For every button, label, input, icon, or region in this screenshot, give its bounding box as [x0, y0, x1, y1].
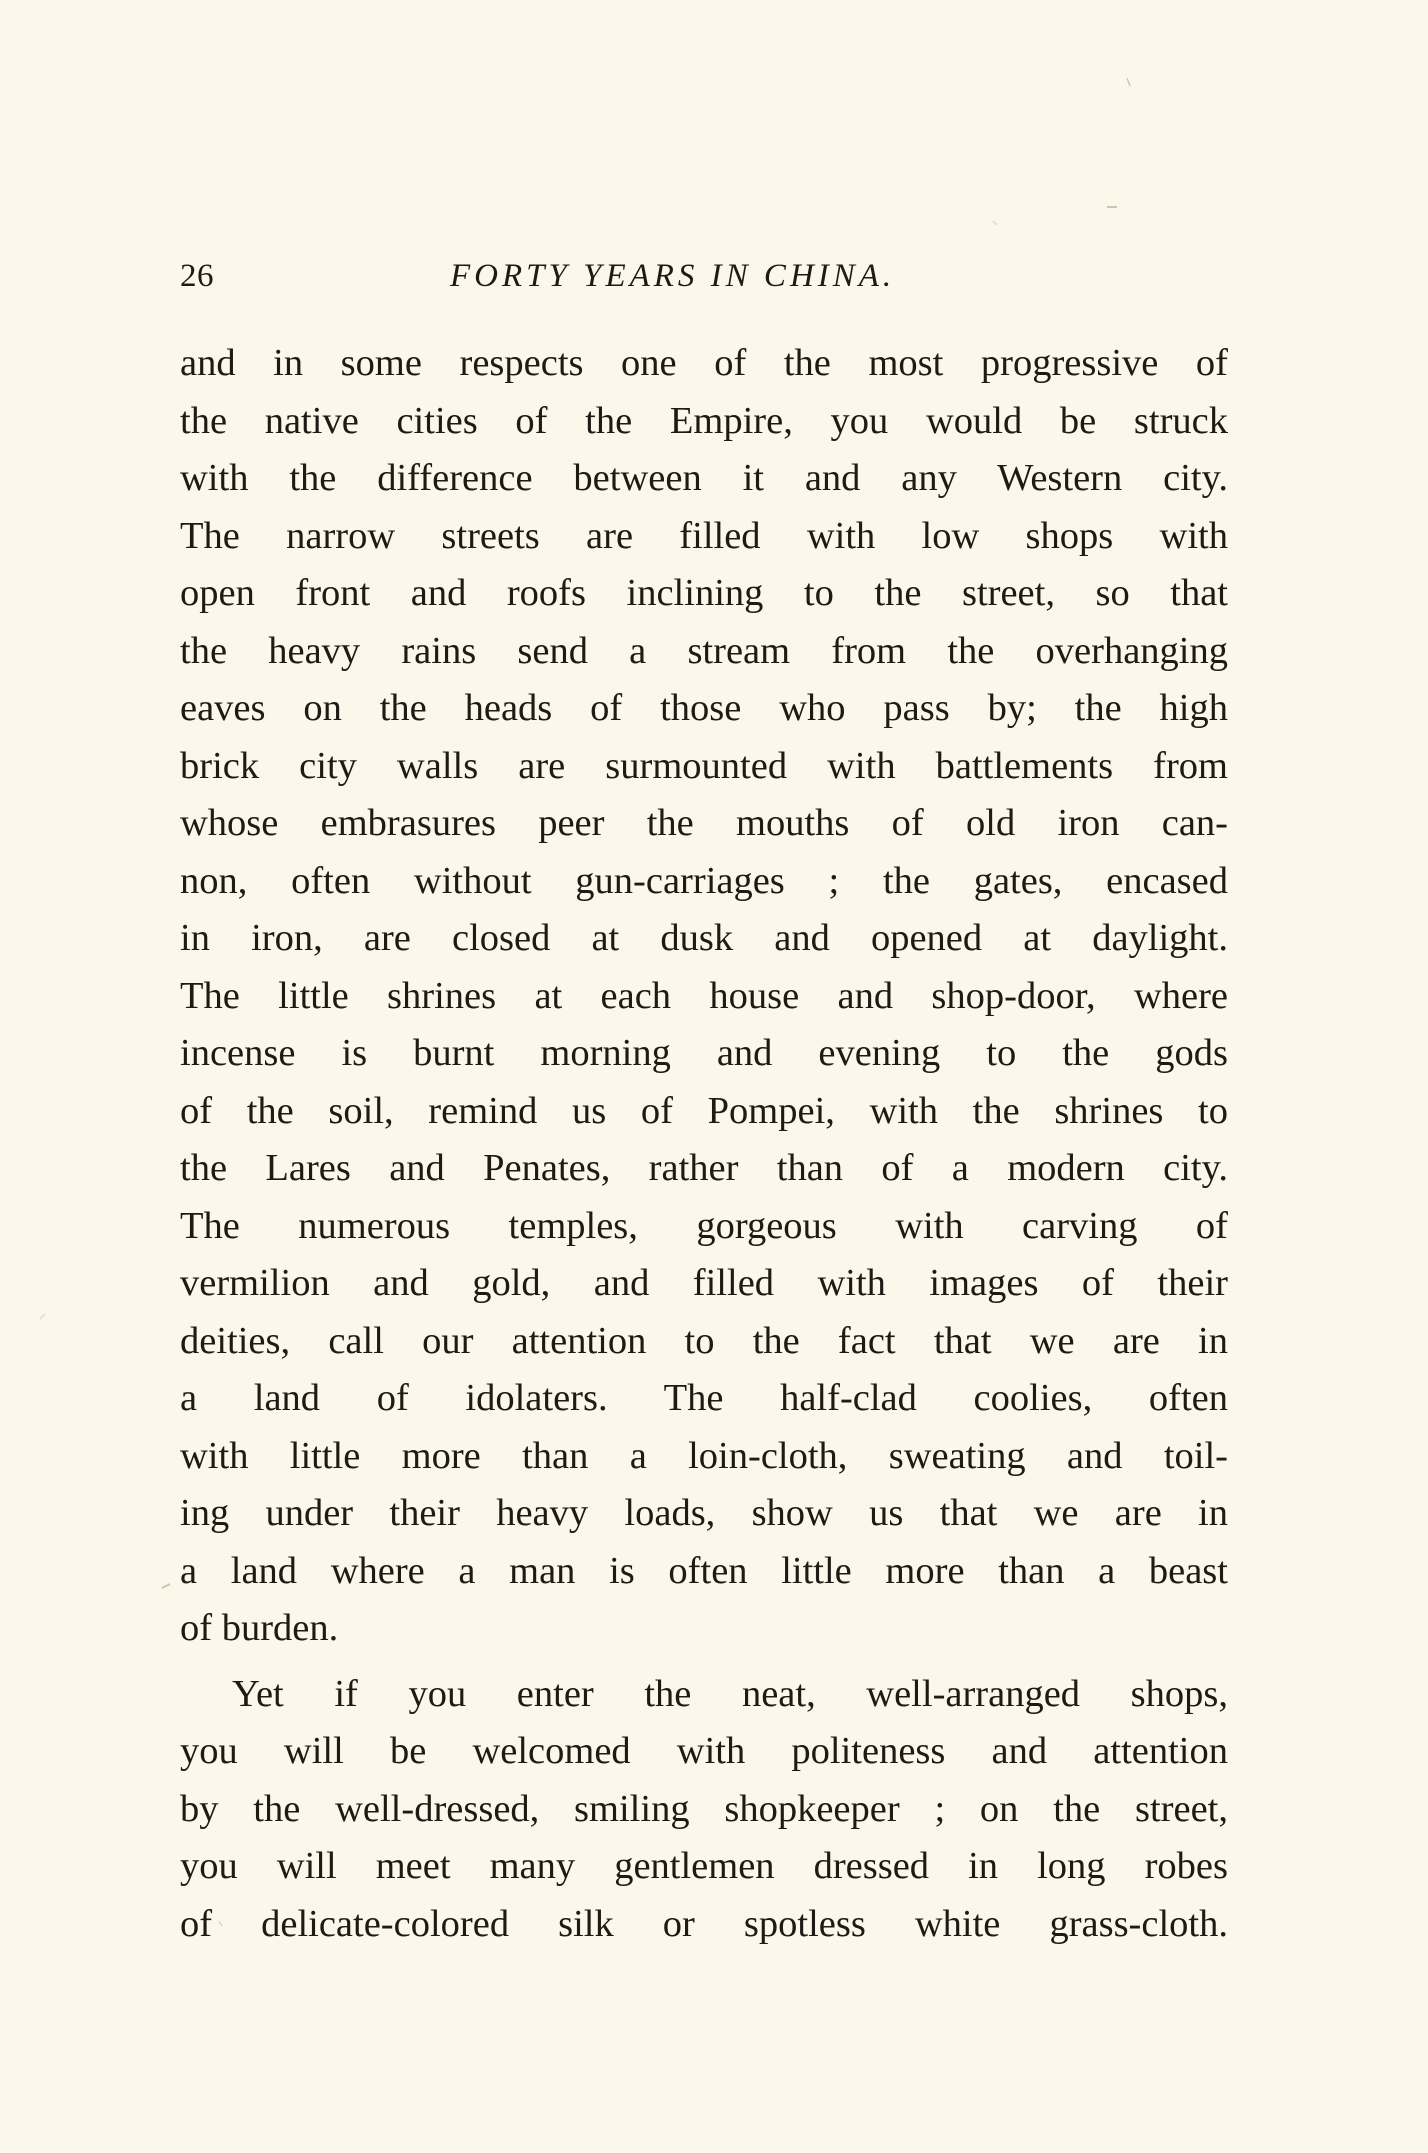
text-line: The narrow streets are filled with low shops with: [180, 514, 1228, 557]
text-line: The numerous temples, gorgeous with carving of: [180, 1204, 1228, 1247]
text-line: with the difference between it and any Western city.: [180, 457, 1228, 499]
text-line: deities, call our attention to the fact that we are in: [180, 1319, 1228, 1362]
text-line: you will be welcomed with politeness and attention: [180, 1730, 1228, 1772]
text-line: the heavy rains send a stream from the overhanging: [180, 629, 1228, 672]
text-line: by the well-dressed, smiling shopkeeper ; on the street,: [180, 1787, 1228, 1830]
running-title: FORTY YEARS IN CHINA.: [450, 258, 896, 294]
text-line: vermilion and gold, and filled with images of their: [180, 1262, 1228, 1304]
text-line: with little more than a loin-cloth, sweating and toil-: [180, 1434, 1228, 1477]
page-number: 26: [180, 258, 214, 294]
text-line: you will meet many gentlemen dressed in long robes: [180, 1845, 1228, 1887]
text-line: in iron, are closed at dusk and opened at daylight.: [180, 917, 1228, 959]
text-line: The little shrines at each house and shop-door, where: [180, 974, 1228, 1017]
text-line: of burden.: [180, 1607, 339, 1649]
paragraph-gap: [180, 1658, 1228, 1666]
text-line: a land of idolaters. The half-clad coolies, often: [180, 1377, 1228, 1419]
text-line: the native cities of the Empire, you would be struck: [180, 399, 1228, 442]
text-line: open front and roofs inclining to the street, so that: [180, 572, 1228, 614]
page-header: [180, 258, 1230, 308]
paragraph: [180, 1666, 1228, 1954]
text-line: and in some respects one of the most progressive of: [180, 342, 1228, 384]
text-line: eaves on the heads of those who pass by; the high: [180, 687, 1228, 729]
text-line: Yet if you enter the neat, well-arranged shops,: [232, 1672, 1228, 1715]
text-line: of the soil, remind us of Pompei, with the shrines to: [180, 1089, 1228, 1132]
paragraph: [180, 335, 1228, 1658]
text-line: non, often without gun-carriages ; the gates, encased: [180, 859, 1228, 902]
text-line: incense is burnt morning and evening to the gods: [180, 1032, 1228, 1074]
text-line: ing under their heavy loads, show us that we are in: [180, 1492, 1228, 1534]
text-line: of delicate-colored silk or spotless white grass-cloth.: [180, 1902, 1228, 1945]
text-line: a land where a man is often little more than a beast: [180, 1549, 1228, 1592]
text-line: brick city walls are surmounted with battlements from: [180, 744, 1228, 787]
body-text: [180, 335, 1228, 1953]
text-line: whose embrasures peer the mouths of old iron can-: [180, 802, 1228, 844]
text-line: the Lares and Penates, rather than of a modern city.: [180, 1147, 1228, 1189]
